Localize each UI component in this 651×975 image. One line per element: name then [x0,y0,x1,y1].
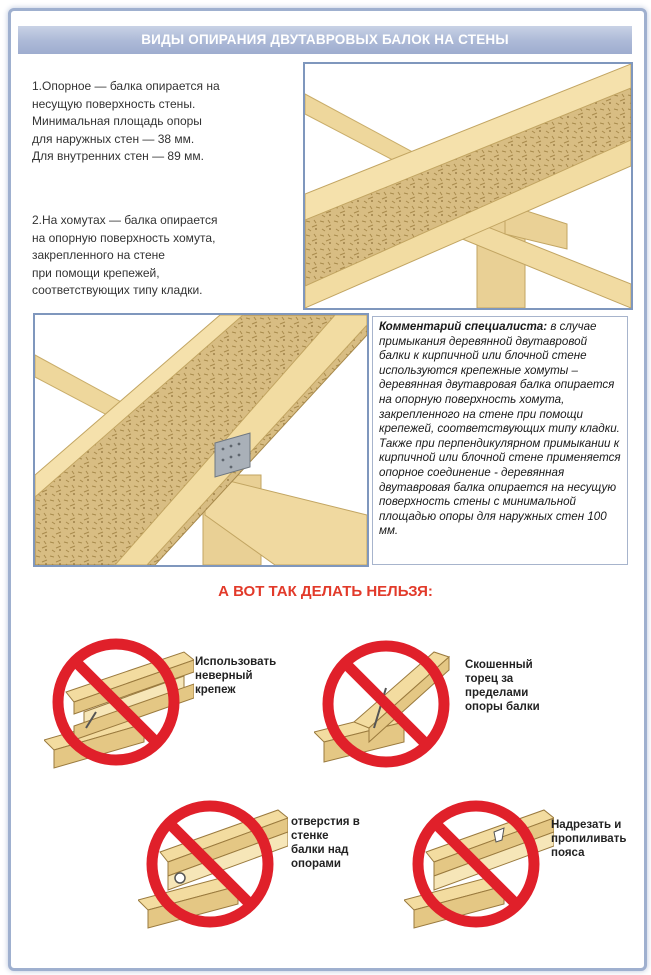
joist-hanger-illustration [33,313,369,567]
support-type-1-text: 1.Опорное — балка опирается на несущую поверхность стены. Минимальная площадь опоры для наружных стен — 38 мм. Для внутренних стен — 89 мм. [32,79,220,163]
specialist-comment-label: Комментарий специалиста: [379,320,548,333]
page-title: ВИДЫ ОПИРАНИЯ ДВУТАВРОВЫХ БАЛОК НА СТЕНЫ [18,26,632,54]
bad-example-3-label: отверстия в стенке балки над опорами [291,816,360,870]
bad-example-wrong-fasteners [44,632,194,772]
bad-example-bevelled-end [314,632,464,772]
warning-title: А ВОТ ТАК ДЕЛАТЬ НЕЛЬЗЯ: [218,583,433,600]
bad-example-cut-flanges [404,792,554,932]
beam-support-illustration [303,62,633,310]
bad-example-4-label: Надрезать и пропиливать пояса [551,819,627,859]
support-type-2-text: 2.На хомутах — балка опирается на опорную поверхность хомута, закрепленного на стене при помощи крепежей, соответствующих типу кладки. [32,213,218,297]
bad-example-web-holes [138,792,288,932]
bad-example-2-label: Скошенный торец за пределами опоры балки [465,659,540,713]
bad-example-1-label: Использовать неверный крепеж [195,656,277,696]
specialist-comment [372,316,628,565]
specialist-comment-body: в случае примыкания деревянной двутавровой балки к кирпичной или блочной стене используются крепежные хомуты – деревянная двутавровая балка опирается на опорную поверхность хомута, закрепленного на стене при помощи крепежей, соответствующих типу кладки. Также при перпендикулярном примыкании к кирпичной или блочной стене применяется опорное соединение - деревянная двутавровая балка опирается на несущую поверхность стены с минимальной площадью опоры для наружных стен 100 мм. [379,320,621,538]
